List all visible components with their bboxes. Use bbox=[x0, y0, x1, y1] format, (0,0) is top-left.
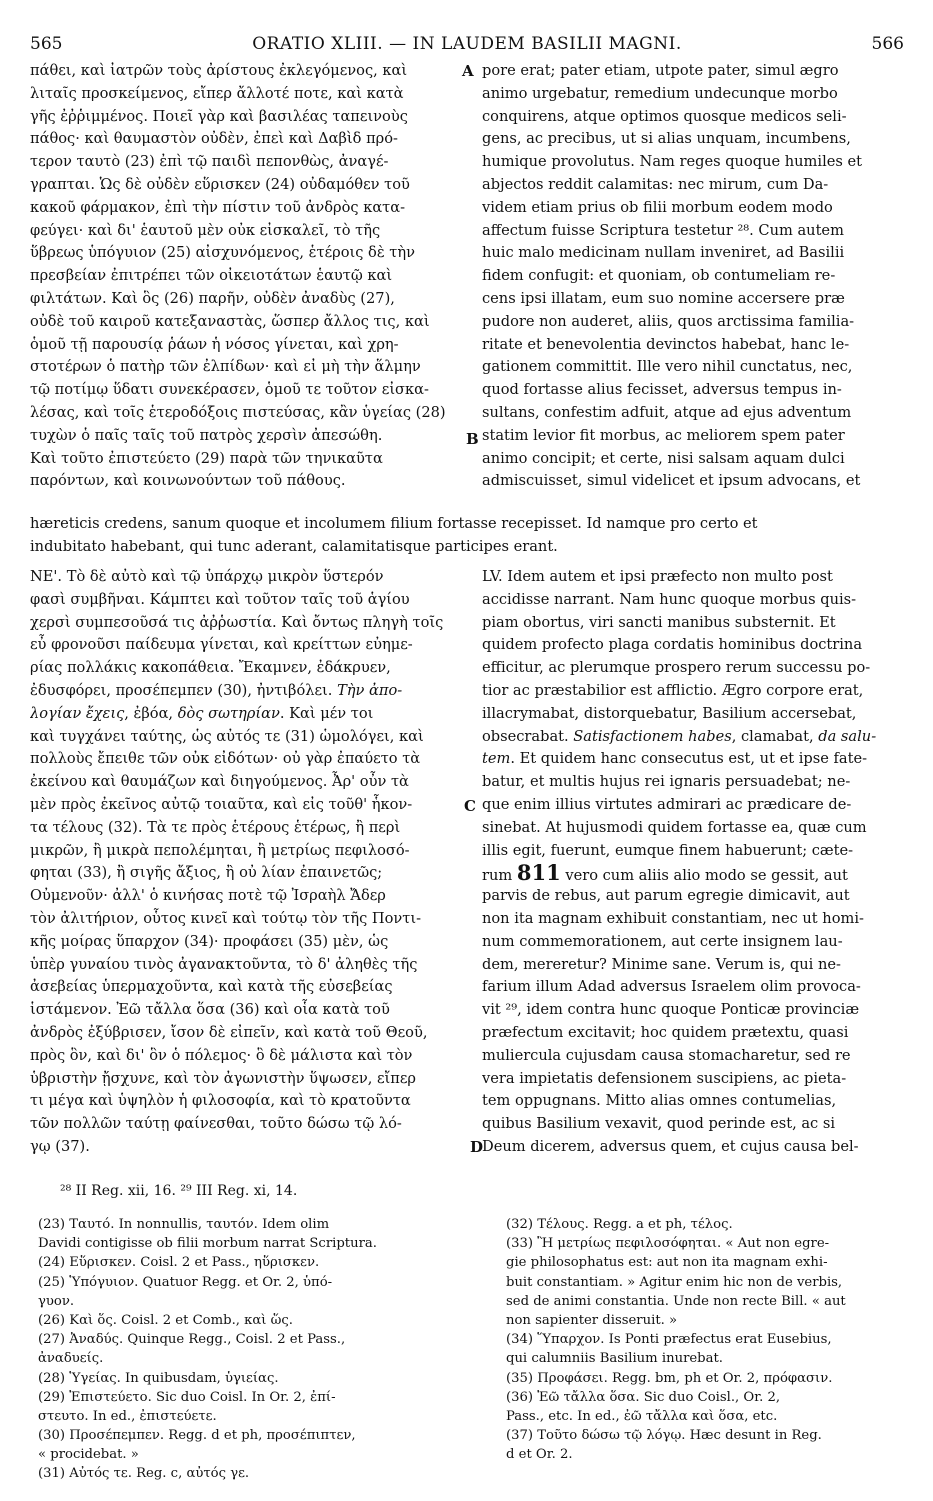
greek-text-line bbox=[30, 794, 462, 817]
greek-text-line bbox=[30, 703, 462, 726]
footnote-line: gie philosophatus est: aut non ita magnam exhi- bbox=[506, 1255, 828, 1271]
footnote-line: (23) Ταυτό. In nonnullis, ταυτόν. Idem olim bbox=[38, 1217, 330, 1232]
text-segment: ἀνδρὸς ἐξύβρισεν, ἴσον δὲ εἰπεῖν, καὶ κατὰ τοῦ Θεοῦ, bbox=[30, 1023, 428, 1041]
text-segment: μὲν πρὸς ἐκεῖνος αὐτῷ τοιαῦτα, καὶ εἰς τοῦθ' ἧκον- bbox=[30, 795, 413, 813]
greek-text-line bbox=[30, 1113, 462, 1136]
text-segment: efficitur, ac plerumque prospero rerum successu po- bbox=[482, 659, 871, 677]
latin-text-line: hæreticis credens, sanum quoque et incolumem filium fortasse recepisset. Id namque pro certo et bbox=[30, 515, 758, 532]
text-segment: illacrymabat, distorquebatur, Basilium accersebat, bbox=[482, 704, 857, 722]
text-segment: farium illum Adad adversus Israelem olim provoca- bbox=[482, 978, 861, 996]
latin-text-line bbox=[482, 1136, 904, 1159]
latin-text-line bbox=[482, 885, 904, 908]
text-segment: τα τέλους (32). Τὰ τε πρὸς ἑτέρους ἑτέρως, ἢ περὶ bbox=[30, 818, 401, 836]
text-segment: que enim illius virtutes admirari ac prædicare de- bbox=[482, 795, 852, 813]
latin-text-line: gationem committit. Ille vero nihil cunctatus, nec, bbox=[482, 358, 853, 376]
footnote-line: sed de animi constantia. Unde non recte Bill. « aut bbox=[506, 1293, 846, 1309]
greek-text-line bbox=[30, 840, 462, 863]
latin-text-line bbox=[482, 1022, 904, 1045]
text-segment: tem oppugnans. Mitto alias omnes contumelias, bbox=[482, 1092, 837, 1110]
latin-text-line bbox=[482, 840, 904, 863]
latin-text-line: statim levior fit morbus, ac meliorem spem pater bbox=[482, 426, 845, 444]
greek-text-line bbox=[30, 862, 462, 885]
text-segment: , ἐβόα, bbox=[124, 704, 178, 722]
text-segment: Deum dicerem, adversus quem, et cujus causa bel- bbox=[482, 1137, 859, 1155]
column-number: 811 bbox=[516, 862, 561, 886]
greek-column-section-2 bbox=[30, 566, 462, 1159]
greek-text-line bbox=[30, 748, 462, 771]
text-segment: . Καὶ μέν τοι bbox=[279, 704, 374, 722]
greek-text-line: παρόντων, καὶ κοινωνούντων τοῦ πάθους. bbox=[30, 472, 346, 490]
footnote-line: (37) Τοῦτο δώσω τῷ λόγῳ. Hæc desunt in Reg. bbox=[506, 1428, 822, 1444]
footnote-line: στευτο. In ed., ἐπιστεύετε. bbox=[38, 1408, 217, 1424]
latin-text-line bbox=[482, 589, 904, 612]
text-segment: non ita magnam exhibuit constantiam, nec ut homi- bbox=[482, 909, 864, 927]
greek-text-line bbox=[30, 566, 462, 589]
greek-text-line: γῆς ἐῤῥιμμένος. Ποιεῖ γὰρ καὶ βασιλέας ταπεινοὺς bbox=[30, 107, 408, 125]
greek-text-line: λέσας, καὶ τοῖς ἑτεροδόξοις πιστεύσας, κἂν ὑγείας (28) bbox=[30, 403, 446, 421]
italic-quote: da salu- bbox=[818, 727, 877, 745]
footnote-line: ἀναδυείς. bbox=[38, 1351, 104, 1367]
latin-text-line bbox=[482, 1113, 904, 1136]
text-segment: εὖ φρονοῦσι παίδευμα γίνεται, καὶ κρείττων εὐημε- bbox=[30, 636, 413, 654]
latin-text-line bbox=[482, 794, 904, 817]
latin-text-line: quod fortasse alius fecisset, adversus tempus in- bbox=[482, 381, 842, 399]
latin-text-line: conquirens, atque optimos quosque medicos seli- bbox=[482, 107, 847, 125]
footnote-line: (34) Ὕπαρχον. Is Ponti præfectus erat Eusebius, bbox=[506, 1332, 832, 1348]
greek-text-line: γραπται. Ὡς δὲ οὐδὲν εὕρισκεν (24) οὐδαμόθεν τοῦ bbox=[30, 175, 410, 193]
text-segment: tior ac præstabilior est afflictio. Ægro corpore erat, bbox=[482, 681, 864, 699]
text-segment: τι μέγα καὶ ὑψηλὸν ἡ φιλοσοφία, καὶ τὸ κρατοῦντα bbox=[30, 1092, 411, 1110]
greek-text-line bbox=[30, 976, 462, 999]
text-segment: γῳ (37). bbox=[30, 1137, 90, 1155]
text-segment: quidem profecto plaga cordatis hominibus doctrina bbox=[482, 636, 863, 654]
running-header bbox=[30, 34, 904, 58]
latin-text-line bbox=[482, 862, 904, 885]
text-segment: καὶ τυγχάνει ταύτης, ὡς αὐτός τε (31) ὡμολόγει, καὶ bbox=[30, 727, 424, 745]
text-segment: num commemorationem, aut certe insignem lau- bbox=[482, 932, 843, 950]
full-width-continuation bbox=[30, 513, 904, 559]
greek-text-line bbox=[30, 771, 462, 794]
italic-quote: λογίαν ἔχεις bbox=[30, 704, 125, 722]
italic-quote: tem bbox=[482, 750, 511, 768]
footnotes-left bbox=[38, 1215, 468, 1484]
greek-text-line: οὐδὲ τοῦ καιροῦ κατεξαναστὰς, ὥσπερ ἄλλος τις, καὶ bbox=[30, 312, 430, 330]
latin-text-line: abjectos reddit calamitas: nec mirum, cum Da- bbox=[482, 175, 829, 193]
latin-text-line bbox=[482, 817, 904, 840]
latin-text-line: indubitato habebant, qui tunc aderant, calamitatisque participes erant. bbox=[30, 537, 558, 555]
latin-text-line bbox=[482, 931, 904, 954]
latin-text-line bbox=[482, 748, 904, 771]
text-segment: ὑβριστὴν ᾔσχυνε, καὶ τὸν ἀγωνιστὴν ὕψωσεν, εἴπερ bbox=[30, 1069, 417, 1087]
greek-text-line bbox=[30, 612, 462, 635]
text-segment: πολλοὺς ἔπειθε τῶν οὐκ εἰδότων· οὐ γὰρ ἐπαύετο τὰ bbox=[30, 750, 421, 768]
text-segment: ἱστάμενον. Ἐῶ τἄλλα ὅσα (36) καὶ οἷα κατὰ τοῦ bbox=[30, 1001, 390, 1019]
latin-text-line: sultans, confestim adfuit, atque ad ejus adventum bbox=[482, 403, 852, 421]
footnote-line: (31) Αὐτός τε. Reg. c, αὐτός γε. bbox=[38, 1466, 250, 1482]
text-segment: rum bbox=[482, 867, 517, 885]
greek-text-line: ὕβρεως ὑπόγυιον (25) αἰσχυνόμενος, ἑτέροις δὲ τὴν bbox=[30, 244, 415, 262]
greek-text-line bbox=[30, 1068, 462, 1091]
greek-text-line bbox=[30, 657, 462, 680]
greek-text-line: πάθει, καὶ ἰατρῶν τοὺς ἀρίστους ἐκλεγόμενος, καὶ bbox=[30, 62, 408, 79]
footnote-line: non sapienter disseruit. » bbox=[506, 1312, 678, 1328]
running-title: ORATIO XLIII. — IN LAUDEM BASILII MAGNI. bbox=[252, 34, 682, 54]
text-segment: ἐκείνου καὶ θαυμάζων καὶ διηγούμενος. Ἆρ' οὖν τὰ bbox=[30, 773, 409, 791]
text-segment: φασὶ συμβῆναι. Κάμπτει καὶ τοῦτον ταῖς τοῦ ἁγίου bbox=[30, 590, 410, 608]
margin-marker-d: D bbox=[470, 1138, 484, 1156]
greek-text-line bbox=[30, 1090, 462, 1113]
latin-text-line: admiscuisset, simul videlicet et ipsum advocans, et bbox=[482, 472, 861, 490]
greek-text-line bbox=[30, 999, 462, 1022]
latin-text-line bbox=[482, 954, 904, 977]
text-segment: κῆς μοίρας ὕπαρχον (34)· προφάσει (35) μὲν, ὡς bbox=[30, 932, 389, 950]
latin-text-line bbox=[482, 657, 904, 680]
latin-column-section-2 bbox=[482, 566, 904, 1159]
italic-quote: Τὴν ἀπο- bbox=[337, 681, 403, 699]
text-segment: πρὸς ὃν, καὶ δι' ὃν ὁ πόλεμος· ὃ δὲ μάλιστα καὶ τὸν bbox=[30, 1046, 413, 1064]
text-segment: ἀσεβείας ὑπερμαχοῦντα, καὶ κατὰ τῆς εὐσεβείας bbox=[30, 978, 393, 996]
greek-text-line bbox=[30, 1022, 462, 1045]
footnote-line: (30) Προσέπεμπεν. Regg. d et ph, προσέπιπτεν, bbox=[38, 1428, 356, 1444]
text-segment: χερσὶ συμπεσοῦσά τις ἀῤῥωστία. Καὶ ὄντως πληγὴ τοῖς bbox=[30, 613, 444, 631]
greek-text-line bbox=[30, 726, 462, 749]
text-segment: piam obortus, viri sancti manibus substernit. Et bbox=[482, 613, 836, 631]
latin-text-line bbox=[482, 680, 904, 703]
footnote-line: (25) Ὑπόγυιον. Quatuor Regg. et Or. 2, ὑπό- bbox=[38, 1274, 333, 1290]
text-segment: obsecrabat. bbox=[482, 727, 574, 745]
greek-text-line: τῷ ποτίμῳ ὕδατι συνεκέρασεν, ὁμοῦ τε τοῦτον εἰσκα- bbox=[30, 381, 429, 399]
latin-text-line bbox=[482, 999, 904, 1022]
greek-text-line bbox=[30, 634, 462, 657]
page-number-left: 565 bbox=[30, 34, 63, 54]
footnote-line: (26) Καὶ ὅς. Coisl. 2 et Comb., καὶ ὥς. bbox=[38, 1312, 293, 1328]
margin-marker-c: C bbox=[464, 797, 476, 815]
text-segment: ὑπὲρ γυναίου τινὸς ἀγανακτοῦντα, τὸ δ' ἀληθὲς τῆς bbox=[30, 955, 418, 973]
footnote-line: (27) Ἀναδύς. Quinque Regg., Coisl. 2 et Pass., bbox=[38, 1332, 346, 1348]
greek-text-line bbox=[30, 885, 462, 908]
footnote-line: Pass., etc. In ed., ἐῶ τἄλλα καὶ ὅσα, etc. bbox=[506, 1408, 778, 1424]
greek-text-line: πάθος· καὶ θαυμαστὸν οὐδὲν, ἐπεὶ καὶ Δαβὶδ πρό- bbox=[30, 130, 398, 148]
greek-text-line: φεύγει· καὶ δι' ἑαυτοῦ μὲν οὐκ εἰσκαλεῖ, τὸ τῆς bbox=[30, 221, 381, 239]
greek-text-line bbox=[30, 908, 462, 931]
page-number-right: 566 bbox=[871, 34, 904, 54]
latin-text-line: videm etiam prius ob filii morbum eodem modo bbox=[482, 198, 833, 216]
text-segment: illis egit, fuerunt, eumque finem habuerunt; cæte- bbox=[482, 841, 854, 859]
text-segment: vero cum aliis alio modo se gessit, aut bbox=[560, 867, 848, 885]
latin-text-line: animo concipit; et certe, nisi salsam aquam dulci bbox=[482, 449, 845, 467]
latin-text-line: affectum fuisse Scriptura testetur ²⁸. Cum autem bbox=[482, 221, 844, 239]
latin-text-line bbox=[482, 566, 904, 589]
text-segment: vera impietatis defensionem suscipiens, ac pieta- bbox=[482, 1069, 847, 1087]
latin-text-line: fidem confugit: et quoniam, ob contumeliam re- bbox=[482, 267, 836, 285]
italic-quote: δὸς σωτηρίαν bbox=[177, 704, 280, 722]
margin-marker-a: A bbox=[462, 62, 474, 80]
footnote-line: γυον. bbox=[38, 1293, 75, 1309]
latin-text-line bbox=[482, 1068, 904, 1091]
latin-text-line: pore erat; pater etiam, utpote pater, simul ægro bbox=[482, 62, 839, 79]
footnote-line: buit constantiam. » Agitur enim hic non de verbis, bbox=[506, 1274, 843, 1290]
footnote-line: (28) Ὑγείας. In quibusdam, ὑγιείας. bbox=[38, 1370, 279, 1386]
greek-text-line: πρεσβείαν ἐπιτρέπει τῶν οἰκειοτάτων ἑαυτῷ καὶ bbox=[30, 267, 393, 285]
latin-text-line bbox=[482, 726, 904, 749]
text-segment: ΝΕ'. Τὸ δὲ αὐτὸ καὶ τῷ ὑπάρχῳ μικρὸν ὕστερόν bbox=[30, 568, 384, 585]
text-segment: dem, mereretur? Minime sane. Verum is, qui ne- bbox=[482, 955, 841, 973]
greek-column-section-1 bbox=[30, 60, 462, 493]
italic-quote: Satisfactionem habes bbox=[573, 727, 732, 745]
latin-text-line bbox=[482, 908, 904, 931]
footnote-line: (29) Ἐπιστεύετο. Sic duo Coisl. In Or. 2, ἐπί- bbox=[38, 1389, 336, 1405]
greek-text-line bbox=[30, 954, 462, 977]
latin-text-line bbox=[482, 612, 904, 635]
greek-text-line: φιλτάτων. Καὶ ὃς (26) παρῆν, οὐδὲν ἀναδὺς (27), bbox=[30, 289, 395, 307]
footnote-line: (24) Εὕρισκεν. Coisl. 2 et Pass., ηὕρισκεν. bbox=[38, 1255, 320, 1271]
greek-text-line: Καὶ τοῦτο ἐπιστεύετο (29) παρὰ τῶν τηνικαῦτα bbox=[30, 449, 383, 467]
footnote-line: (36) Ἐῶ τἄλλα ὅσα. Sic duo Coisl., Or. 2, bbox=[506, 1389, 781, 1405]
text-segment: . Et quidem hanc consecutus est, ut et ipse fate- bbox=[510, 750, 868, 768]
text-segment: sinebat. At hujusmodi quidem fortasse ea, quæ cum bbox=[482, 818, 867, 836]
scripture-references: ²⁸ II Reg. xii, 16. ²⁹ III Reg. xi, 14. bbox=[60, 1183, 298, 1199]
footnote-line: d et Or. 2. bbox=[506, 1447, 573, 1463]
latin-text-line: gens, ac precibus, ut si alias unquam, incumbens, bbox=[482, 130, 851, 148]
text-segment: muliercula cujusdam causa stomacharetur, sed re bbox=[482, 1046, 851, 1064]
greek-text-line: τυχὼν ὁ παῖς ταῖς τοῦ πατρὸς χερσὶν ἀπεσώθη. bbox=[30, 426, 383, 444]
footnotes-right bbox=[506, 1215, 904, 1464]
greek-text-line bbox=[30, 680, 462, 703]
greek-text-line: κακοῦ φάρμακον, ἐπὶ τὴν πίστιν τοῦ ἀνδρὸς κατα- bbox=[30, 198, 406, 216]
latin-text-line: huic malo medicinam nullam inveniret, ad Basilii bbox=[482, 244, 845, 262]
greek-text-line bbox=[30, 931, 462, 954]
greek-text-line bbox=[30, 589, 462, 612]
latin-text-line bbox=[482, 1045, 904, 1068]
text-segment: τῶν πολλῶν ταύτῃ φαίνεσθαι, τοῦτο δώσω τῷ λό- bbox=[30, 1115, 402, 1133]
greek-text-line: ὁμοῦ τῇ παρουσίᾳ ῥάων ἡ νόσος γίνεται, καὶ χρη- bbox=[30, 335, 399, 353]
greek-text-line bbox=[30, 1136, 462, 1159]
text-segment: quibus Basilium vexavit, quod perinde est, ac si bbox=[482, 1115, 836, 1133]
footnote-line: (32) Τέλους. Regg. a et ph, τέλος. bbox=[506, 1217, 733, 1232]
latin-text-line: animo urgebatur, remedium undecunque morbo bbox=[482, 84, 838, 102]
latin-text-line bbox=[482, 634, 904, 657]
text-segment: LV. Idem autem et ipsi præfecto non multo post bbox=[482, 568, 833, 585]
text-segment: τὸν ἀλιτήριον, οὗτος κινεῖ καὶ τούτῳ τὸν τῆς Ποντι- bbox=[30, 909, 422, 927]
text-segment: μικρῶν, ἢ μικρὰ πεπολέμηται, ἢ μετρίως πεφιλοσό- bbox=[30, 841, 410, 859]
greek-text-line bbox=[30, 1045, 462, 1068]
greek-text-line: λιταῖς προσκείμενος, εἴπερ ἄλλοτέ ποτε, καὶ κατὰ bbox=[30, 84, 404, 102]
text-segment: , clamabat, bbox=[731, 727, 819, 745]
text-segment: φηται (33), ἢ σιγῆς ἄξιος, ἢ οὐ λίαν ἐπαινετῶς; bbox=[30, 864, 383, 882]
margin-marker-b: B bbox=[466, 430, 479, 448]
text-segment: batur, et multis hujus rei ignaris persuadebat; ne- bbox=[482, 773, 851, 791]
text-segment: Οὐμενοῦν· ἀλλ' ὁ κινήσας ποτὲ τῷ Ἰσραὴλ Ἄδερ bbox=[30, 887, 386, 905]
latin-text-line: pudore non auderet, aliis, quos arctissima familia- bbox=[482, 312, 855, 330]
latin-text-line: ritate et benevolentia devinctos habebat, hanc le- bbox=[482, 335, 850, 353]
footnote-line: (35) Προφάσει. Regg. bm, ph et Or. 2, πρόφασιν. bbox=[506, 1370, 833, 1386]
latin-text-line bbox=[482, 703, 904, 726]
text-segment: ἐδυσφόρει, προσέπεμπεν (30), ἠντιβόλει. bbox=[30, 681, 338, 699]
text-segment: vit ²⁹, idem contra hunc quoque Ponticæ provinciæ bbox=[482, 1001, 860, 1019]
greek-text-line: στοτέρων ὁ πατὴρ τῶν ἐλπίδων· καὶ εἰ μὴ τὴν ἅλμην bbox=[30, 358, 421, 376]
footnote-line: « procidebat. » bbox=[38, 1447, 139, 1463]
text-segment: parvis de rebus, aut parum egregie dimicavit, aut bbox=[482, 887, 850, 905]
greek-text-line: τερον ταυτὸ (23) ἐπὶ τῷ παιδὶ πεπονθὼς, ἀναγέ- bbox=[30, 153, 389, 171]
latin-text-line bbox=[482, 976, 904, 999]
latin-text-line: humique provolutus. Nam reges quoque humiles et bbox=[482, 153, 863, 171]
latin-text-line: cens ipsi illatam, eum suo nomine accersere præ bbox=[482, 289, 845, 307]
latin-text-line bbox=[482, 1090, 904, 1113]
greek-text-line bbox=[30, 817, 462, 840]
footnote-line: (33) Ἢ μετρίως πεφιλοσόφηται. « Aut non egre- bbox=[506, 1236, 830, 1252]
text-segment: accidisse narrant. Nam hunc quoque morbus quis- bbox=[482, 590, 857, 608]
footnote-line: Davidi contigisse ob filii morbum narrat Scriptura. bbox=[38, 1236, 377, 1252]
text-segment: ρίας πολλάκις κακοπάθεια. Ἔκαμνεν, ἐδάκρυεν, bbox=[30, 659, 391, 677]
text-segment: præfectum excitavit; hoc quidem prætextu, quasi bbox=[482, 1023, 849, 1041]
latin-text-line bbox=[482, 771, 904, 794]
latin-column-section-1 bbox=[482, 60, 904, 493]
footnote-line: qui calumniis Basilium inurebat. bbox=[506, 1351, 723, 1367]
